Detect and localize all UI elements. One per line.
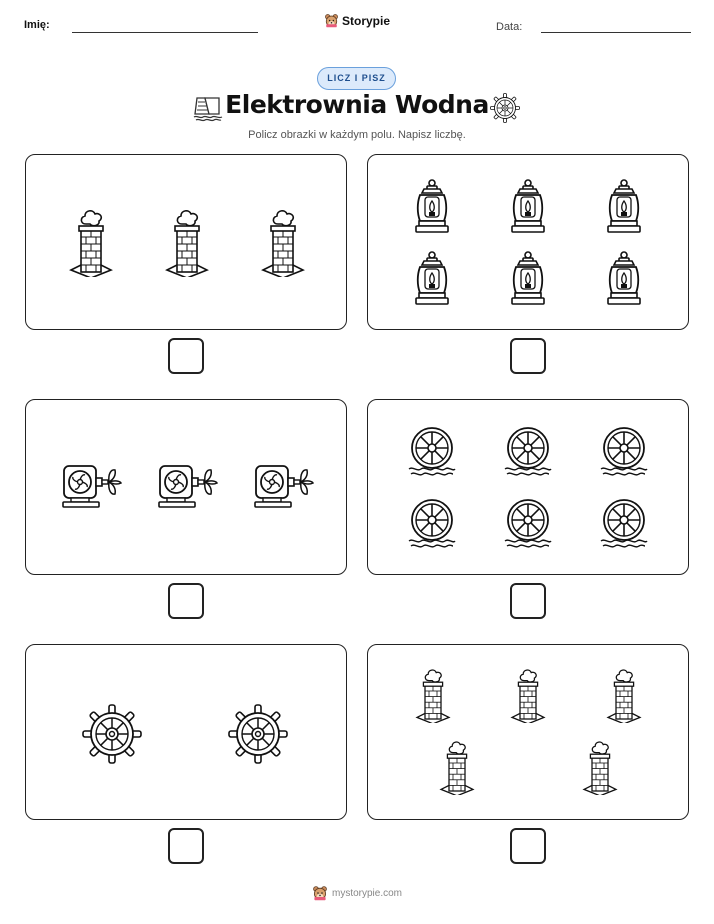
water-wheel-icon	[407, 498, 457, 548]
water-wheel-icon	[503, 498, 553, 548]
answer-box-4[interactable]	[510, 583, 546, 619]
ship-wheel-icon	[82, 704, 142, 764]
name-label: Imię:	[24, 19, 50, 31]
name-field[interactable]	[72, 32, 258, 33]
water-wheel-icon	[407, 426, 457, 476]
answer-box-2[interactable]	[510, 338, 546, 374]
brand-logo	[324, 13, 390, 28]
ship-wheel-icon	[228, 704, 288, 764]
date-label: Data:	[496, 21, 523, 33]
footer	[0, 885, 714, 901]
footer-link[interactable]: mystorypie.com	[331, 887, 402, 899]
counting-box-2	[367, 154, 689, 330]
lantern-icon	[604, 251, 644, 307]
counting-box-1	[25, 154, 347, 330]
turbine-icon	[253, 463, 315, 509]
answer-box-3[interactable]	[168, 583, 204, 619]
worksheet-header	[0, 0, 714, 50]
chimney-icon	[66, 207, 116, 277]
brand-name: Storypie	[342, 13, 391, 28]
activity-badge: LICZ I PISZ	[317, 67, 396, 90]
instructions: Policz obrazki w każdym polu. Napisz liczbę.	[248, 129, 466, 141]
counting-box-4	[367, 399, 689, 575]
chimney-icon	[580, 739, 620, 795]
answer-box-6[interactable]	[510, 828, 546, 864]
turbine-icon	[157, 463, 219, 509]
lantern-icon	[604, 179, 644, 235]
chimney-icon	[258, 207, 308, 277]
ship-wheel-icon	[490, 93, 520, 123]
answer-box-5[interactable]	[168, 828, 204, 864]
chimney-icon	[437, 739, 477, 795]
chimney-icon	[604, 667, 644, 723]
counting-box-3	[25, 399, 347, 575]
chimney-icon	[413, 667, 453, 723]
lantern-icon	[412, 179, 452, 235]
counting-box-6	[367, 644, 689, 820]
chimney-icon	[162, 207, 212, 277]
answer-box-1[interactable]	[168, 338, 204, 374]
lantern-icon	[412, 251, 452, 307]
chimney-icon	[508, 667, 548, 723]
lantern-icon	[508, 251, 548, 307]
date-field[interactable]	[541, 32, 691, 33]
water-wheel-icon	[503, 426, 553, 476]
counting-box-5	[25, 644, 347, 820]
water-wheel-icon	[599, 426, 649, 476]
lantern-icon	[508, 179, 548, 235]
page-title: Elektrownia Wodna	[225, 90, 489, 119]
water-wheel-icon	[599, 498, 649, 548]
turbine-icon	[61, 463, 123, 509]
bear-icon	[324, 13, 339, 28]
bear-icon	[312, 885, 328, 901]
